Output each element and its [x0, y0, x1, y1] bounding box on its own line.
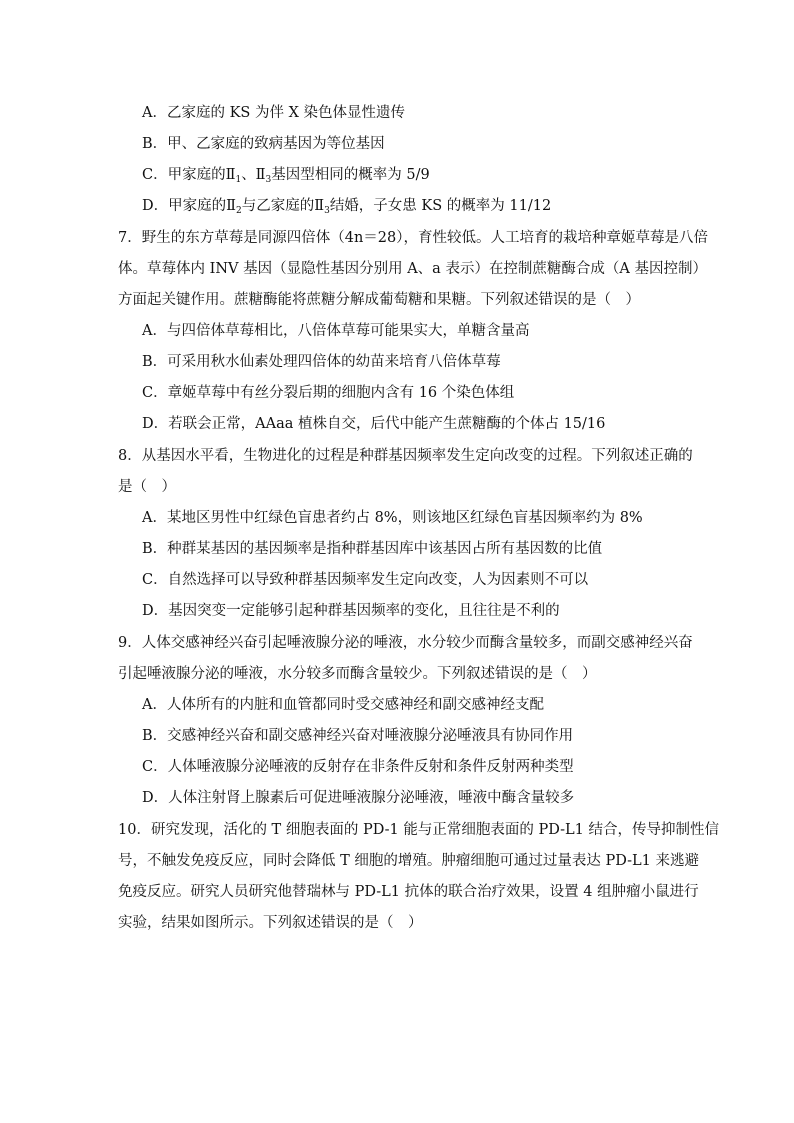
q10-stem-line-4: 实验，结果如图所示。下列叙述错误的是（ ）: [118, 915, 423, 931]
q7-stem-line-2: 体。草莓体内 INV 基因（显隐性基因分别用 A、a 表示）在控制蔗糖酶合成（A 基因控制）: [118, 261, 708, 277]
q7-stem-line-1: 7．野生的东方草莓是同源四倍体（4n＝28），育性较低。人工培育的栽培种章姬草莓是八倍: [118, 230, 708, 246]
q7-option-b: B．可采用秋水仙素处理四倍体的幼苗来培育八倍体草莓: [142, 354, 501, 370]
q9-option-a: A．人体所有的内脏和血管都同时受交感神经和副交感神经支配: [142, 697, 544, 713]
q7-option-c: C．章姬草莓中有丝分裂后期的细胞内含有 16 个染色体组: [142, 385, 515, 401]
q6-option-c: C．甲家庭的$Ⅱ_1$、$Ⅱ_3$基因型相同的概率为 5/9: [142, 167, 430, 185]
q9-option-d: D．人体注射肾上腺素后可促进唾液腺分泌唾液，唾液中酶含量较多: [142, 790, 575, 806]
q9-stem-line-2: 引起唾液腺分泌的唾液，水分较多而酶含量较少。下列叙述错误的是（ ）: [118, 666, 597, 682]
q9-option-b: B．交感神经兴奋和副交感神经兴奋对唾液腺分泌唾液具有协同作用: [142, 728, 574, 744]
q8-stem-line-2: 是（ ）: [118, 479, 176, 495]
q10-stem-line-2: 号，不触发免疫反应，同时会降低 T 细胞的增殖。肿瘤细胞可通过过量表达 PD-L1 来逃避: [118, 853, 700, 869]
q9-option-c: C．人体唾液腺分泌唾液的反射存在非条件反射和条件反射两种类型: [142, 759, 574, 775]
q7-option-d: D．若联会正常，AAaa 植株自交，后代中能产生蔗糖酶的个体占 15/16: [142, 416, 606, 432]
q7-stem-line-3: 方面起关键作用。蔗糖酶能将蔗糖分解成葡萄糖和果糖。下列叙述错误的是（ ）: [118, 292, 640, 308]
q7-option-a: A．与四倍体草莓相比，八倍体草莓可能果实大，单糖含量高: [142, 323, 530, 339]
q8-option-b: B．种群某基因的基因频率是指种群基因库中该基因占所有基因数的比值: [142, 541, 603, 557]
q6-option-a: A．乙家庭的 KS 为伴 X 染色体显性遗传: [142, 105, 405, 121]
q9-stem-line-1: 9．人体交感神经兴奋引起唾液腺分泌的唾液，水分较少而酶含量较多，而副交感神经兴奋: [118, 635, 693, 651]
q8-option-c: C．自然选择可以导致种群基因频率发生定向改变，人为因素则不可以: [142, 572, 589, 588]
q8-option-a: A．某地区男性中红绿色盲患者约占 8%，则该地区红绿色盲基因频率约为 8%: [142, 510, 643, 526]
q10-stem-line-1: 10．研究发现，活化的 T 细胞表面的 PD-1 能与正常细胞表面的 PD-L1 结合，传导抑制性信: [118, 822, 719, 838]
q10-stem-line-3: 免疫反应。研究人员研究他替瑞林与 PD-L1 抗体的联合治疗效果，设置 4 组肿瘤小鼠进行: [118, 884, 699, 900]
q8-stem-line-1: 8．从基因水平看，生物进化的过程是种群基因频率发生定向改变的过程。下列叙述正确的: [118, 448, 693, 464]
q6-option-d: D．甲家庭的$Ⅱ_2$与乙家庭的$Ⅱ_3$结婚，子女患 KS 的概率为 11/12: [142, 198, 552, 216]
q8-option-d: D．基因突变一定能够引起种群基因频率的变化，且往往是不利的: [142, 603, 560, 619]
q6-option-b: B．甲、乙家庭的致病基因为等位基因: [142, 136, 385, 152]
